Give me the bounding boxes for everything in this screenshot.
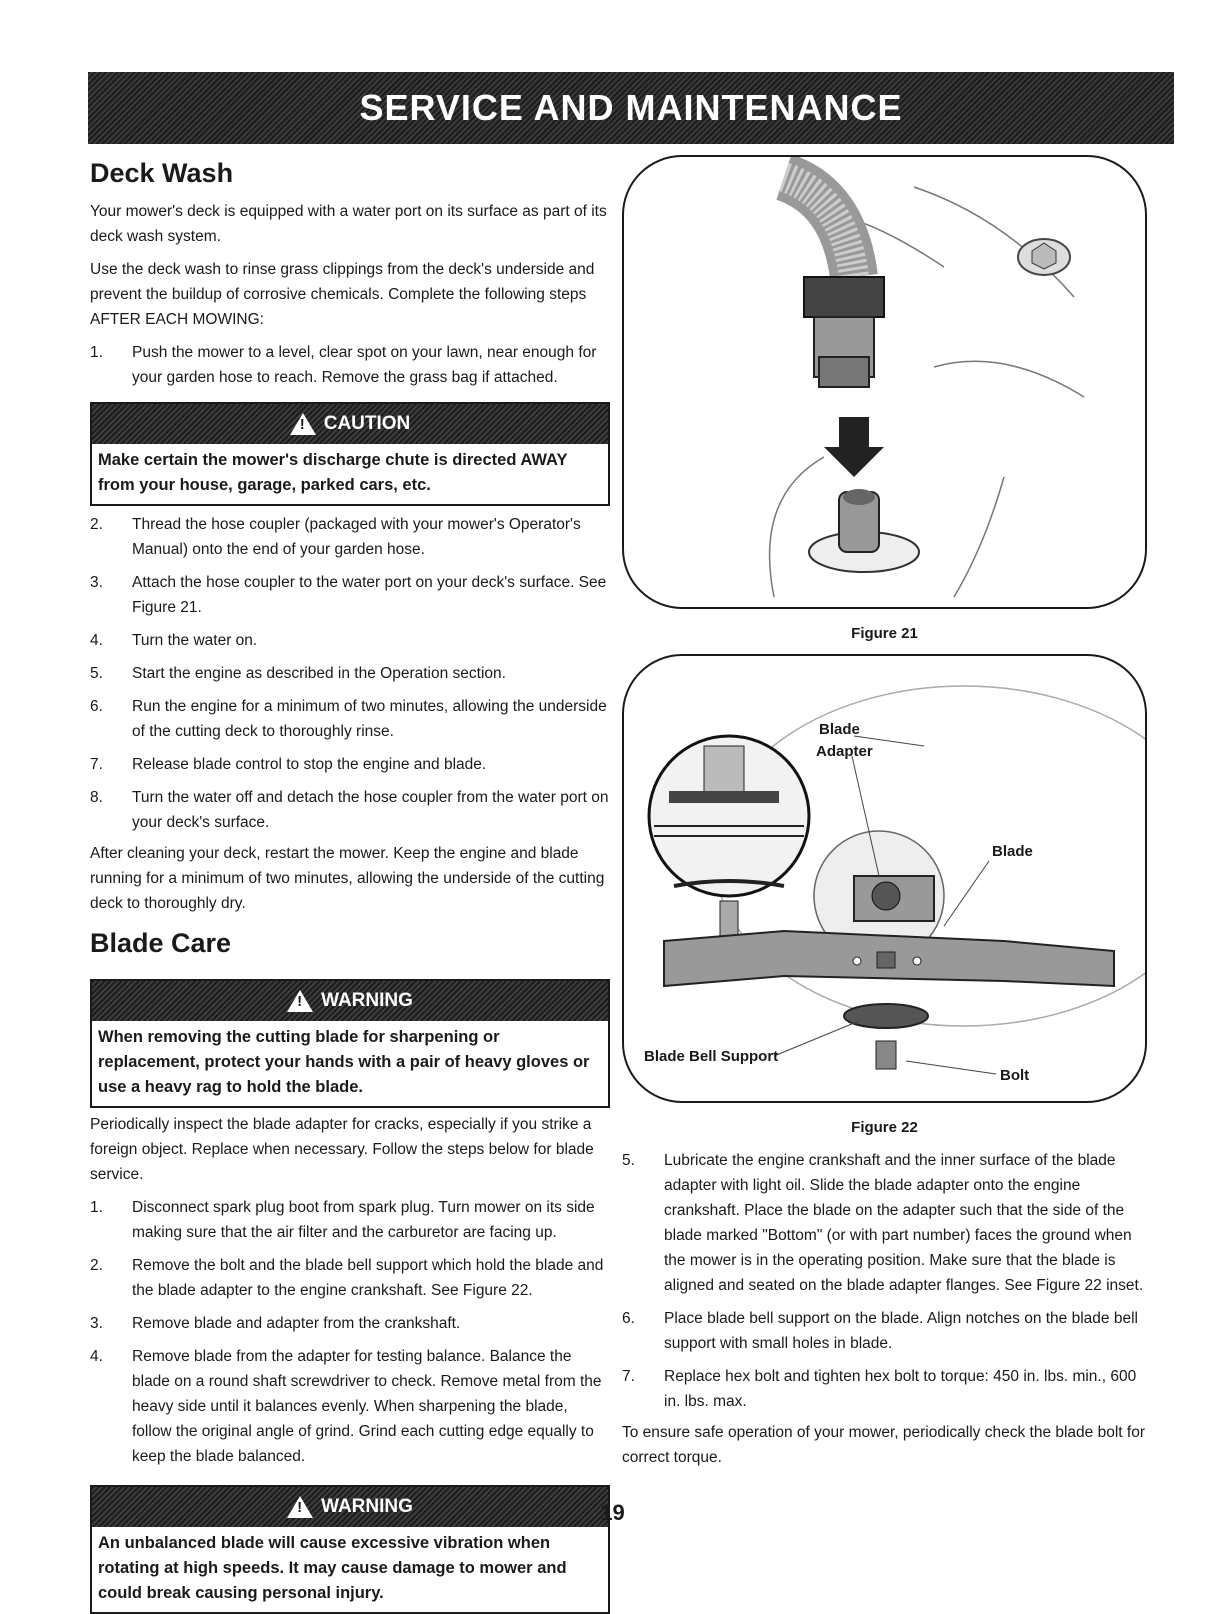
header-banner bbox=[88, 72, 1174, 144]
step-text: Push the mower to a level, clear spot on your lawn, near enough for your garden hose to reach. Remove the grass bag if attached. bbox=[132, 344, 597, 386]
caution-label: CAUTION bbox=[323, 413, 411, 434]
bolt-label: Bolt bbox=[1000, 1067, 1030, 1084]
figure-22 bbox=[622, 654, 1147, 1103]
caution-header bbox=[92, 404, 608, 444]
deck-wash-intro-2: Use the deck wash to rinse grass clippings from the deck's underside and prevent the buildup of corrosive chemicals. Complete the following steps AFTER EACH MOWING: bbox=[90, 261, 595, 328]
warning-box-1 bbox=[90, 979, 610, 1108]
warning-text: When removing the cutting blade for sharpening or replacement, protect your hands with a pair of heavy gloves or use a heavy rag to hold the blade. bbox=[98, 1028, 590, 1096]
warning-triangle-icon bbox=[290, 413, 316, 435]
blade-adapter-label-line1: Blade bbox=[819, 721, 860, 738]
step-text: Place blade bell support on the blade. Align notches on the blade bell support with small holes in blade. bbox=[664, 1310, 1138, 1352]
blade-care-step bbox=[622, 1306, 1147, 1356]
page-number: 19 bbox=[600, 1500, 625, 1525]
step-number: 5. bbox=[90, 665, 103, 682]
deck-wash-intro-1: Your mower's deck is equipped with a water port on its surface as part of its deck wash system. bbox=[90, 203, 607, 245]
step-text: Remove the bolt and the blade bell support which hold the blade and the blade adapter to the engine crankshaft. See Figure 22. bbox=[132, 1257, 604, 1299]
blade-care-right-steps bbox=[622, 1148, 1147, 1414]
blade-care-step bbox=[90, 1253, 610, 1303]
step-number: 3. bbox=[90, 574, 103, 591]
figure-22-illustration bbox=[624, 656, 1145, 1097]
step-text: Attach the hose coupler to the water port on your deck's surface. See Figure 21. bbox=[132, 574, 607, 616]
blade-label: Blade bbox=[992, 843, 1033, 860]
step-number: 7. bbox=[90, 756, 103, 773]
step-text: Remove blade from the adapter for testing balance. Balance the blade on a round shaft screwdriver to check. Remove metal from the heavy side until it balances evenly. When sharpening the blade, follow the original angle of grind. Grind each cutting edge equally to keep the blade balanced. bbox=[132, 1348, 602, 1465]
step-number: 7. bbox=[622, 1368, 635, 1385]
step-number: 6. bbox=[90, 698, 103, 715]
step-number: 1. bbox=[90, 1199, 103, 1216]
blade-care-closing: To ensure safe operation of your mower, periodically check the blade bolt for correct torque. bbox=[622, 1424, 1145, 1466]
figure-21 bbox=[622, 155, 1147, 609]
step-text: Turn the water on. bbox=[132, 632, 258, 649]
warning-label: WARNING bbox=[321, 1496, 413, 1517]
deck-wash-step bbox=[90, 694, 610, 744]
step-number: 5. bbox=[622, 1152, 635, 1169]
blade-adapter-label-line2: Adapter bbox=[816, 743, 873, 760]
warning-triangle-icon bbox=[287, 990, 313, 1012]
blade-care-intro: Periodically inspect the blade adapter for cracks, especially if you strike a foreign object. Replace when necessary. Follow the steps below for blade service. bbox=[90, 1116, 594, 1183]
step-text: Remove blade and adapter from the crankshaft. bbox=[132, 1315, 461, 1332]
step-number: 2. bbox=[90, 516, 103, 533]
caution-box bbox=[90, 402, 610, 506]
step-text: Thread the hose coupler (packaged with your mower's Operator's Manual) onto the end of your garden hose. bbox=[132, 516, 581, 558]
page-title: SERVICE AND MAINTENANCE bbox=[359, 87, 903, 128]
step-text: Release blade control to stop the engine and blade. bbox=[132, 756, 487, 773]
left-column bbox=[90, 150, 610, 1614]
step-number: 2. bbox=[90, 1257, 103, 1274]
blade-care-step bbox=[90, 1311, 610, 1336]
step-text: Turn the water off and detach the hose coupler from the water port on your deck's surface. bbox=[132, 789, 609, 831]
down-arrow-icon bbox=[824, 417, 884, 477]
right-column bbox=[622, 150, 1147, 1470]
deck-wash-after: After cleaning your deck, restart the mower. Keep the engine and blade running for a minimum of two minutes, allowing the underside of the cutting deck to thoroughly dry. bbox=[90, 845, 605, 912]
deck-wash-steps bbox=[90, 512, 610, 835]
step-text: Run the engine for a minimum of two minutes, allowing the underside of the cutting deck to thoroughly rinse. bbox=[132, 698, 607, 740]
warning-text: An unbalanced blade will cause excessive vibration when rotating at high speeds. It may cause damage to mower and could break causing personal injury. bbox=[98, 1534, 567, 1602]
deck-wash-step bbox=[90, 340, 610, 390]
step-text: Disconnect spark plug boot from spark plug. Turn mower on its side making sure that the air filter and the carburetor are facing up. bbox=[132, 1199, 595, 1241]
deck-wash-step bbox=[90, 512, 610, 562]
step-number: 4. bbox=[90, 1348, 103, 1365]
warning-label: WARNING bbox=[321, 990, 413, 1011]
blade-care-step bbox=[622, 1148, 1147, 1298]
deck-wash-step bbox=[90, 628, 610, 653]
step-number: 1. bbox=[90, 344, 103, 361]
blade-bell-support-label: Blade Bell Support bbox=[644, 1048, 779, 1065]
figure-21-illustration bbox=[624, 157, 1145, 603]
figure-22-caption: Figure 22 bbox=[851, 1119, 918, 1136]
blade-care-step bbox=[90, 1195, 610, 1245]
blade-care-step bbox=[622, 1364, 1147, 1414]
deck-wash-step bbox=[90, 752, 610, 777]
deck-wash-step bbox=[90, 785, 610, 835]
blade-care-steps bbox=[90, 1195, 610, 1469]
warning-header bbox=[92, 981, 608, 1021]
deck-wash-step bbox=[90, 661, 610, 686]
blade-care-heading: Blade Care bbox=[90, 928, 232, 958]
caution-text: Make certain the mower's discharge chute is directed AWAY from your house, garage, parked cars, etc. bbox=[98, 451, 568, 494]
step-text: Start the engine as described in the Operation section. bbox=[132, 665, 506, 682]
step-number: 8. bbox=[90, 789, 103, 806]
step-number: 3. bbox=[90, 1315, 103, 1332]
deck-wash-step bbox=[90, 570, 610, 620]
step-number: 6. bbox=[622, 1310, 635, 1327]
deck-wash-heading: Deck Wash bbox=[90, 158, 234, 188]
step-number: 4. bbox=[90, 632, 103, 649]
blade-care-step bbox=[90, 1344, 610, 1469]
step-text: Replace hex bolt and tighten hex bolt to torque: 450 in. lbs. min., 600 in. lbs. max. bbox=[664, 1368, 1137, 1410]
step-text: Lubricate the engine crankshaft and the inner surface of the blade adapter with light oil. Slide the blade adapter onto the engine crankshaft. Place the blade on the adapter such that the side of the blade marked "Bottom" (or with part number) faces the ground when the mower is in the operating position. Make sure that the blade is aligned and seated on the blade adapter flanges. See Figure 22 inset. bbox=[664, 1152, 1144, 1294]
figure-21-caption: Figure 21 bbox=[851, 625, 918, 642]
